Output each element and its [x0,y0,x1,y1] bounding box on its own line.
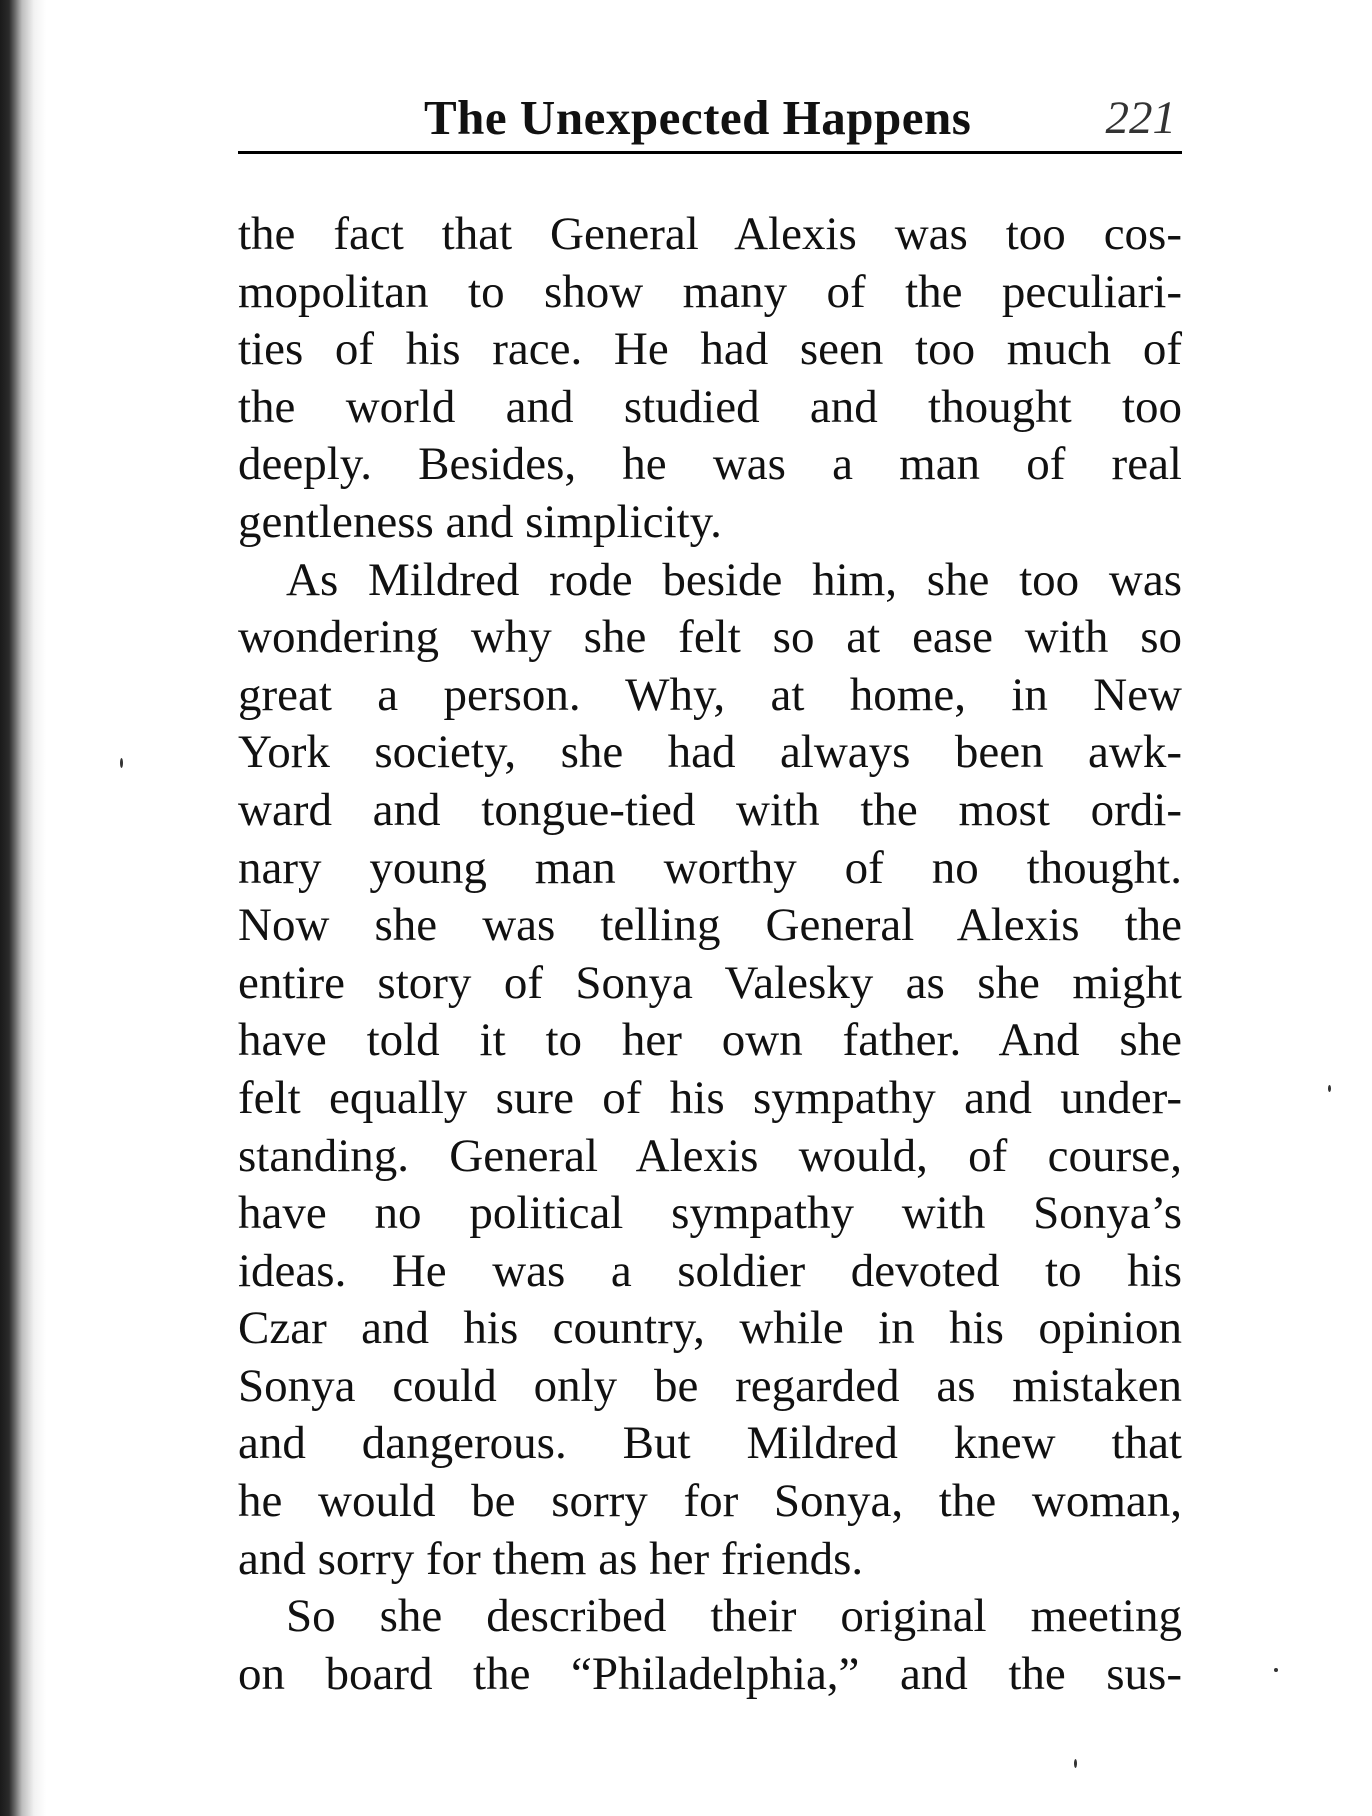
text-line: have told it to her own father. And she [238,1014,1182,1067]
text-line: the world and studied and thought too [238,380,1182,433]
page-number: 221 [1105,92,1176,144]
text-line: ideas. He was a soldier devoted to his [238,1244,1182,1297]
text-line: As Mildred rode beside him, she too was [286,553,1182,606]
body-text [238,206,1182,1703]
scan-speck [1328,1085,1331,1092]
binding-edge [0,0,46,1816]
text-line: deeply. Besides, he was a man of real [238,438,1182,491]
scan-speck [120,758,123,768]
text-line: and sorry for them as her friends. [238,1532,864,1585]
text-line: standing. General Alexis would, of course, [238,1129,1182,1182]
text-line: and dangerous. But Mildred knew that [238,1417,1182,1470]
text-line: So she described their original meeting [286,1590,1182,1643]
text-line: gentleness and simplicity. [238,495,722,548]
scan-speck [1274,1668,1278,1672]
text-line: on board the “Philadelphia,” and the sus- [238,1647,1182,1700]
text-line: Czar and his country, while in his opinion [238,1302,1182,1355]
text-line: felt equally sure of his sympathy and under- [238,1071,1182,1124]
text-line: nary young man worthy of no thought. [238,841,1182,894]
text-line: great a person. Why, at home, in New [238,668,1182,721]
text-line: the fact that General Alexis was too cos- [238,208,1182,260]
text-line: have no political sympathy with Sonya’s [238,1187,1182,1240]
running-title: The Unexpected Happens [424,90,972,145]
text-line: wondering why she felt so at ease with so [238,611,1182,664]
scan-speck [1074,1759,1077,1768]
text-line: ties of his race. He had seen too much of [238,323,1182,376]
text-line: York society, she had always been awk- [238,726,1182,779]
text-line: ward and tongue-tied with the most ordi- [238,783,1182,836]
page-header [238,88,1182,154]
text-line: entire story of Sonya Valesky as she might [238,956,1182,1009]
text-line: Sonya could only be regarded as mistaken [238,1359,1182,1412]
text-line: Now she was telling General Alexis the [238,899,1182,952]
text-line: he would be sorry for Sonya, the woman, [238,1475,1182,1528]
text-line: mopolitan to show many of the peculiari- [238,265,1182,318]
